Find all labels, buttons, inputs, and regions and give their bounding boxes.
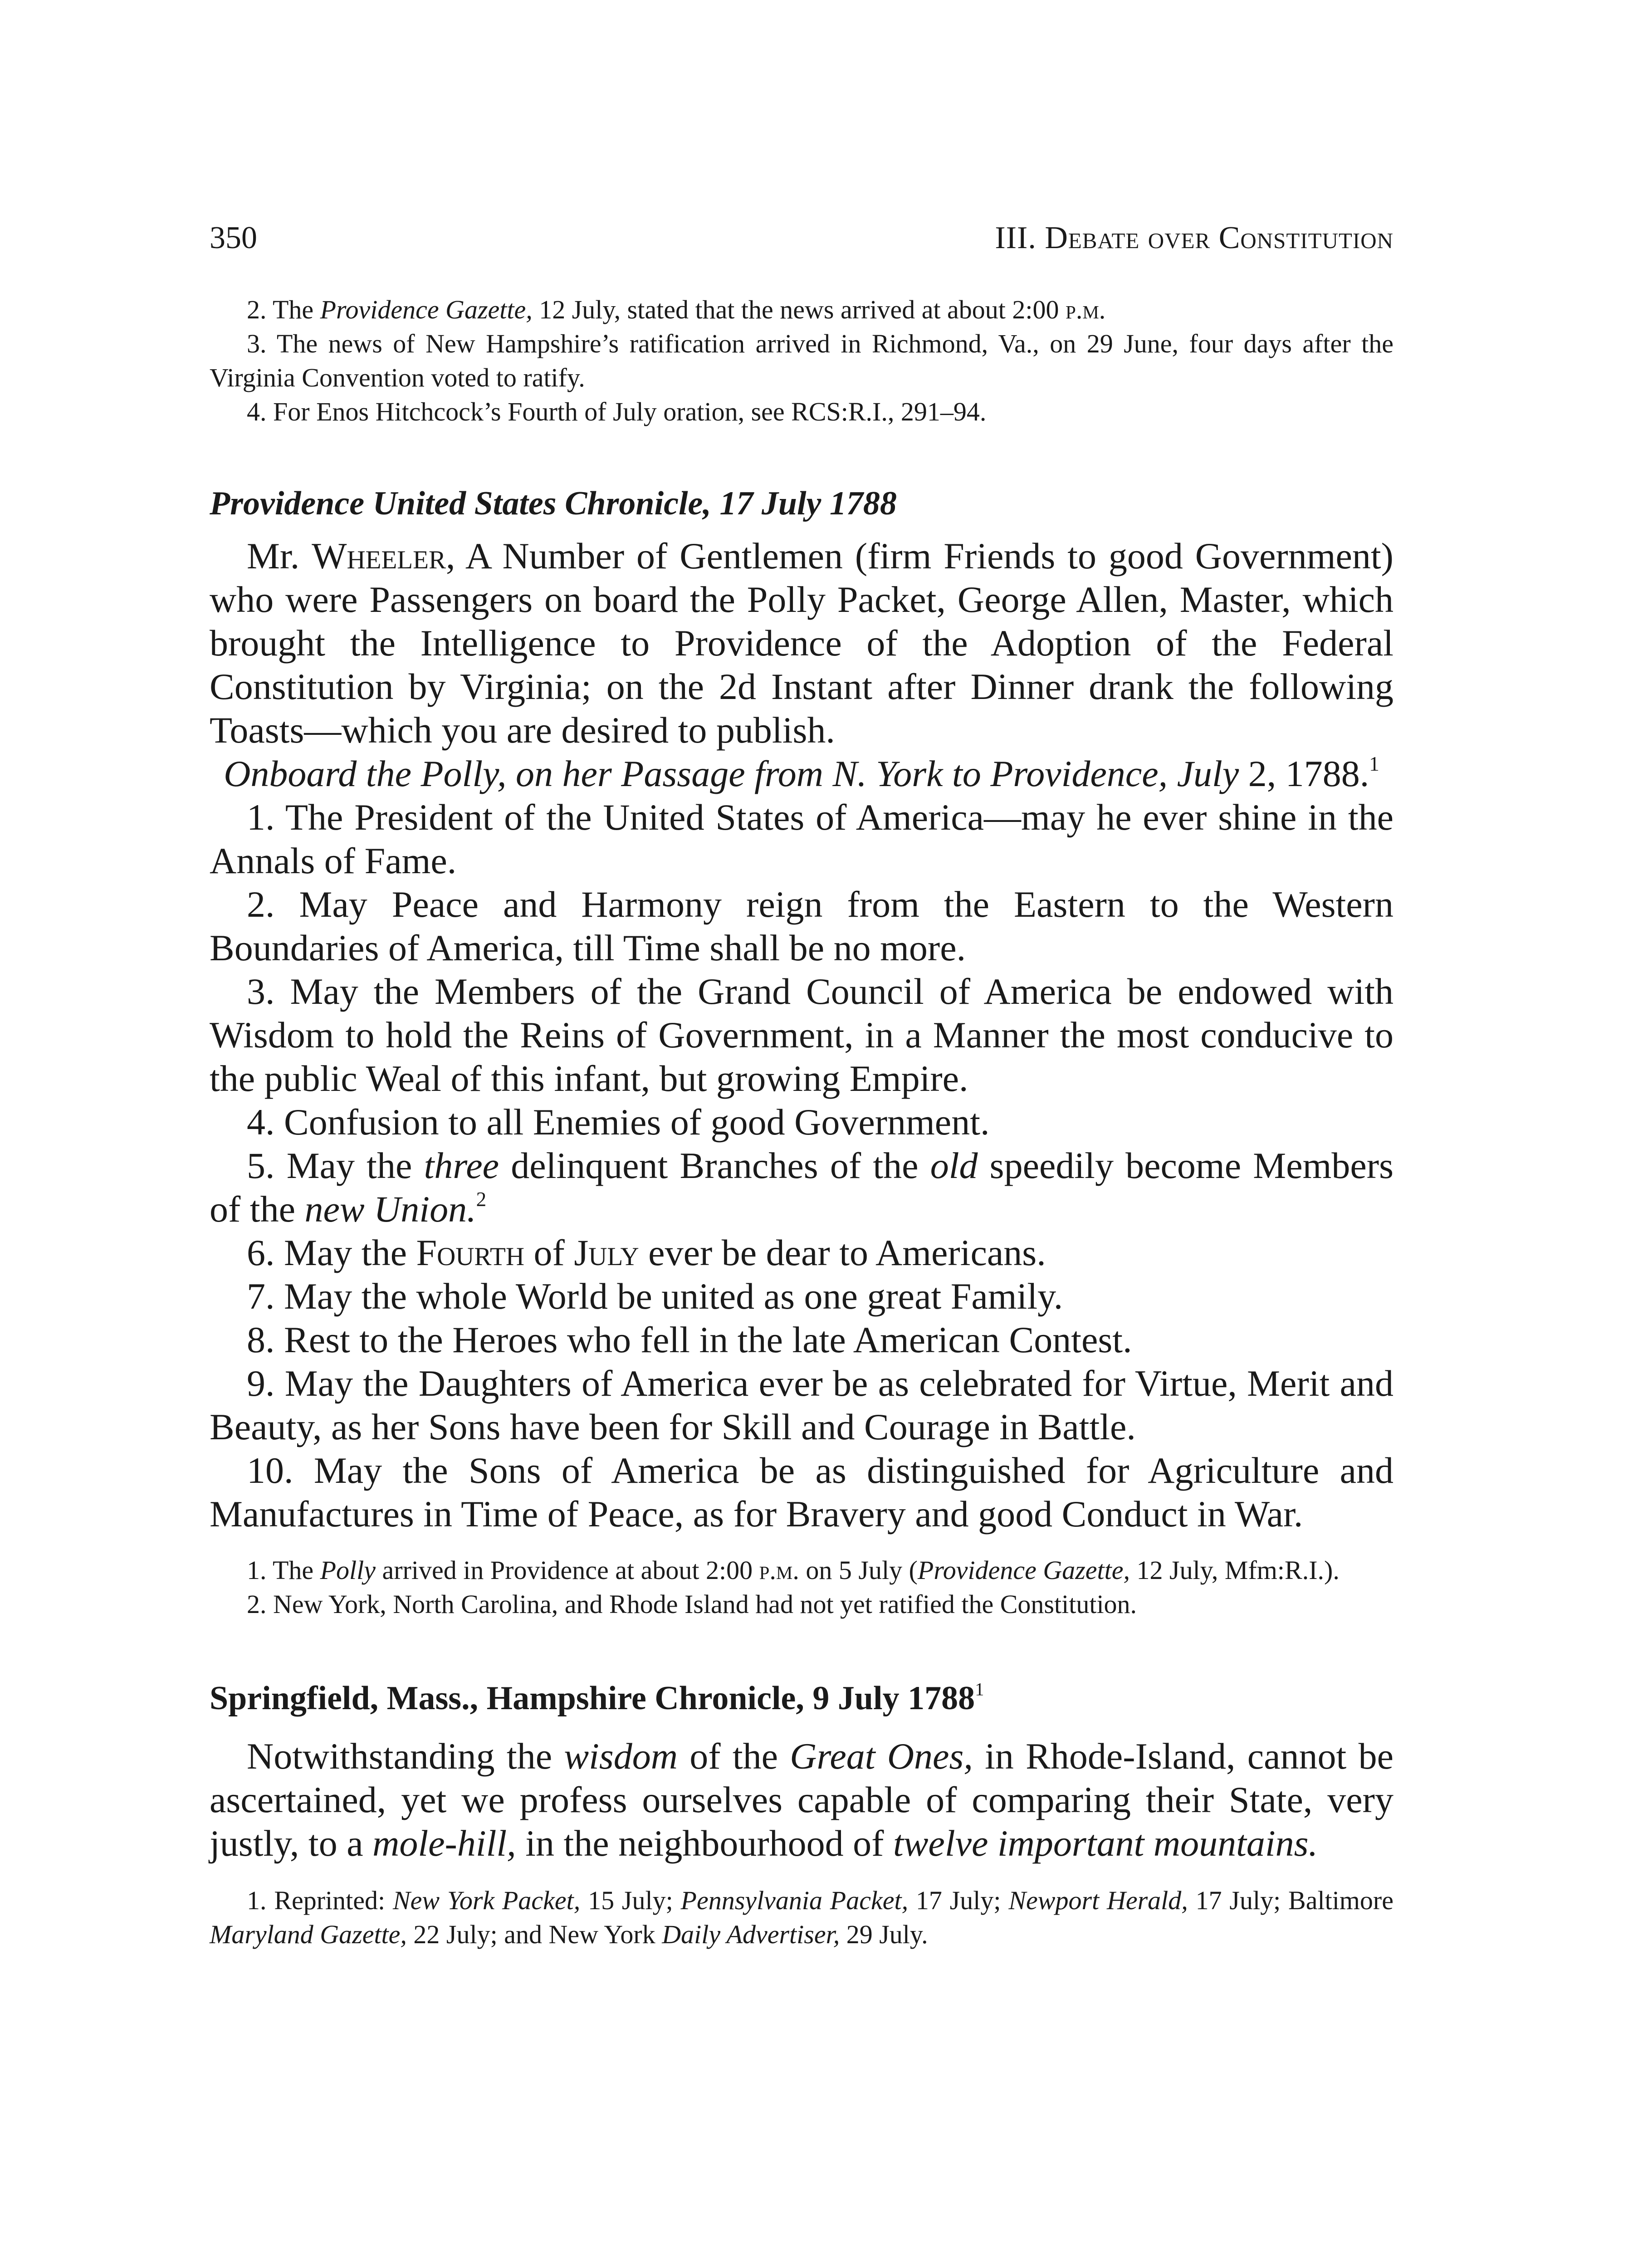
dateline: Onboard the Polly, on her Passage from N. York to Providence, July 2, 1788.$^1$ — [224, 753, 1379, 794]
intro-paragraph: Mr. Wheeler, A Number of Gentlemen (firm Friends to good Government) who were Passengers on board the Polly Packet, George Allen, Master, which brought the Intelligence to Providence of the Adoption of the Federal Constitution by Virginia; on the 2d Instant after Dinner drank the following Toasts—which you are desired to publish. — [210, 535, 1393, 751]
toast-9: 9. May the Daughters of America ever be as celebrated for Virtue, Merit and Beauty, as her Sons have been for Skill and Courage in Battle. — [210, 1363, 1393, 1447]
toast-10: 10. May the Sons of America be as distinguished for Agriculture and Manufactures in Time of Peace, as for Bravery and good Conduct in War. — [210, 1450, 1393, 1535]
footnote-4: 4. For Enos Hitchcock’s Fourth of July oration, see RCS:R.I., 291–94. — [247, 397, 987, 426]
document-body-hampshire — [210, 1735, 1393, 1865]
chronicle-footnotes — [210, 1553, 1393, 1621]
footnote-2: 2. The Providence Gazette, 12 July, stated that the news arrived at about 2:00 p.m. — [247, 295, 1106, 324]
body-paragraph: Notwithstanding the wisdom of the Great Ones, in Rhode-Island, cannot be ascertained, yet we profess ourselves capable of comparing their State, very justly, to a mole-hill, in the neighbourhood of twelve important mountains. — [210, 1735, 1393, 1864]
running-head — [210, 218, 1393, 259]
footnote-2: 2. New York, North Carolina, and Rhode Island had not yet ratified the Constitution. — [247, 1589, 1137, 1619]
toast-1: 1. The President of the United States of America—may he ever shine in the Annals of Fame. — [210, 797, 1393, 881]
footnote-3: 3. The news of New Hampshire’s ratification arrived in Richmond, Va., on 29 June, four days after the Virginia Convention voted to ratify. — [210, 329, 1393, 392]
toast-4: 4. Confusion to all Enemies of good Government. — [247, 1101, 990, 1143]
note-ref: 2 — [476, 1188, 487, 1211]
document-body-chronicle — [210, 534, 1393, 1536]
toast-2: 2. May Peace and Harmony reign from the Eastern to the Western Boundaries of America, till Time shall be no more. — [210, 884, 1393, 968]
note-ref: 1 — [975, 1679, 984, 1700]
page-number: 350 — [210, 220, 257, 255]
document-page — [210, 218, 1393, 1951]
note-ref: 1 — [1369, 753, 1379, 776]
footnote-1: 1. Reprinted: New York Packet, 15 July; Pennsylvania Packet, 17 July; Newport Herald, 17 July; Baltimore Maryland Gazette, 22 July; and New York Daily Advertiser, 29 July. — [210, 1886, 1393, 1949]
toast-8: 8. Rest to the Heroes who fell in the late American Contest. — [247, 1319, 1132, 1360]
running-head-title: III. Debate over Constitution — [995, 220, 1393, 255]
document-heading-chronicle: Providence United States Chronicle, 17 July 1788 — [210, 485, 897, 522]
toast-7: 7. May the whole World be united as one great Family. — [247, 1276, 1063, 1317]
carryover-footnotes — [210, 293, 1393, 429]
toast-3: 3. May the Members of the Grand Council of America be endowed with Wisdom to hold the Reins of Government, in a Manner the most conducive to the public Weal of this infant, but growing Empire. — [210, 971, 1393, 1099]
hampshire-footnotes — [210, 1883, 1393, 1951]
footnote-1: 1. The Polly arrived in Providence at about 2:00 p.m. on 5 July (Providence Gazette, 12 July, Mfm:R.I.). — [247, 1555, 1340, 1585]
toast-6: 6. May the Fourth of July ever be dear to Americans. — [247, 1232, 1046, 1273]
document-heading-hampshire: Springfield, Mass., Hampshire Chronicle, 9 July 1788$^1$ — [210, 1679, 984, 1717]
toast-5: 5. May the three delinquent Branches of the old speedily become Members of the new Union.$^2$ — [210, 1145, 1393, 1230]
